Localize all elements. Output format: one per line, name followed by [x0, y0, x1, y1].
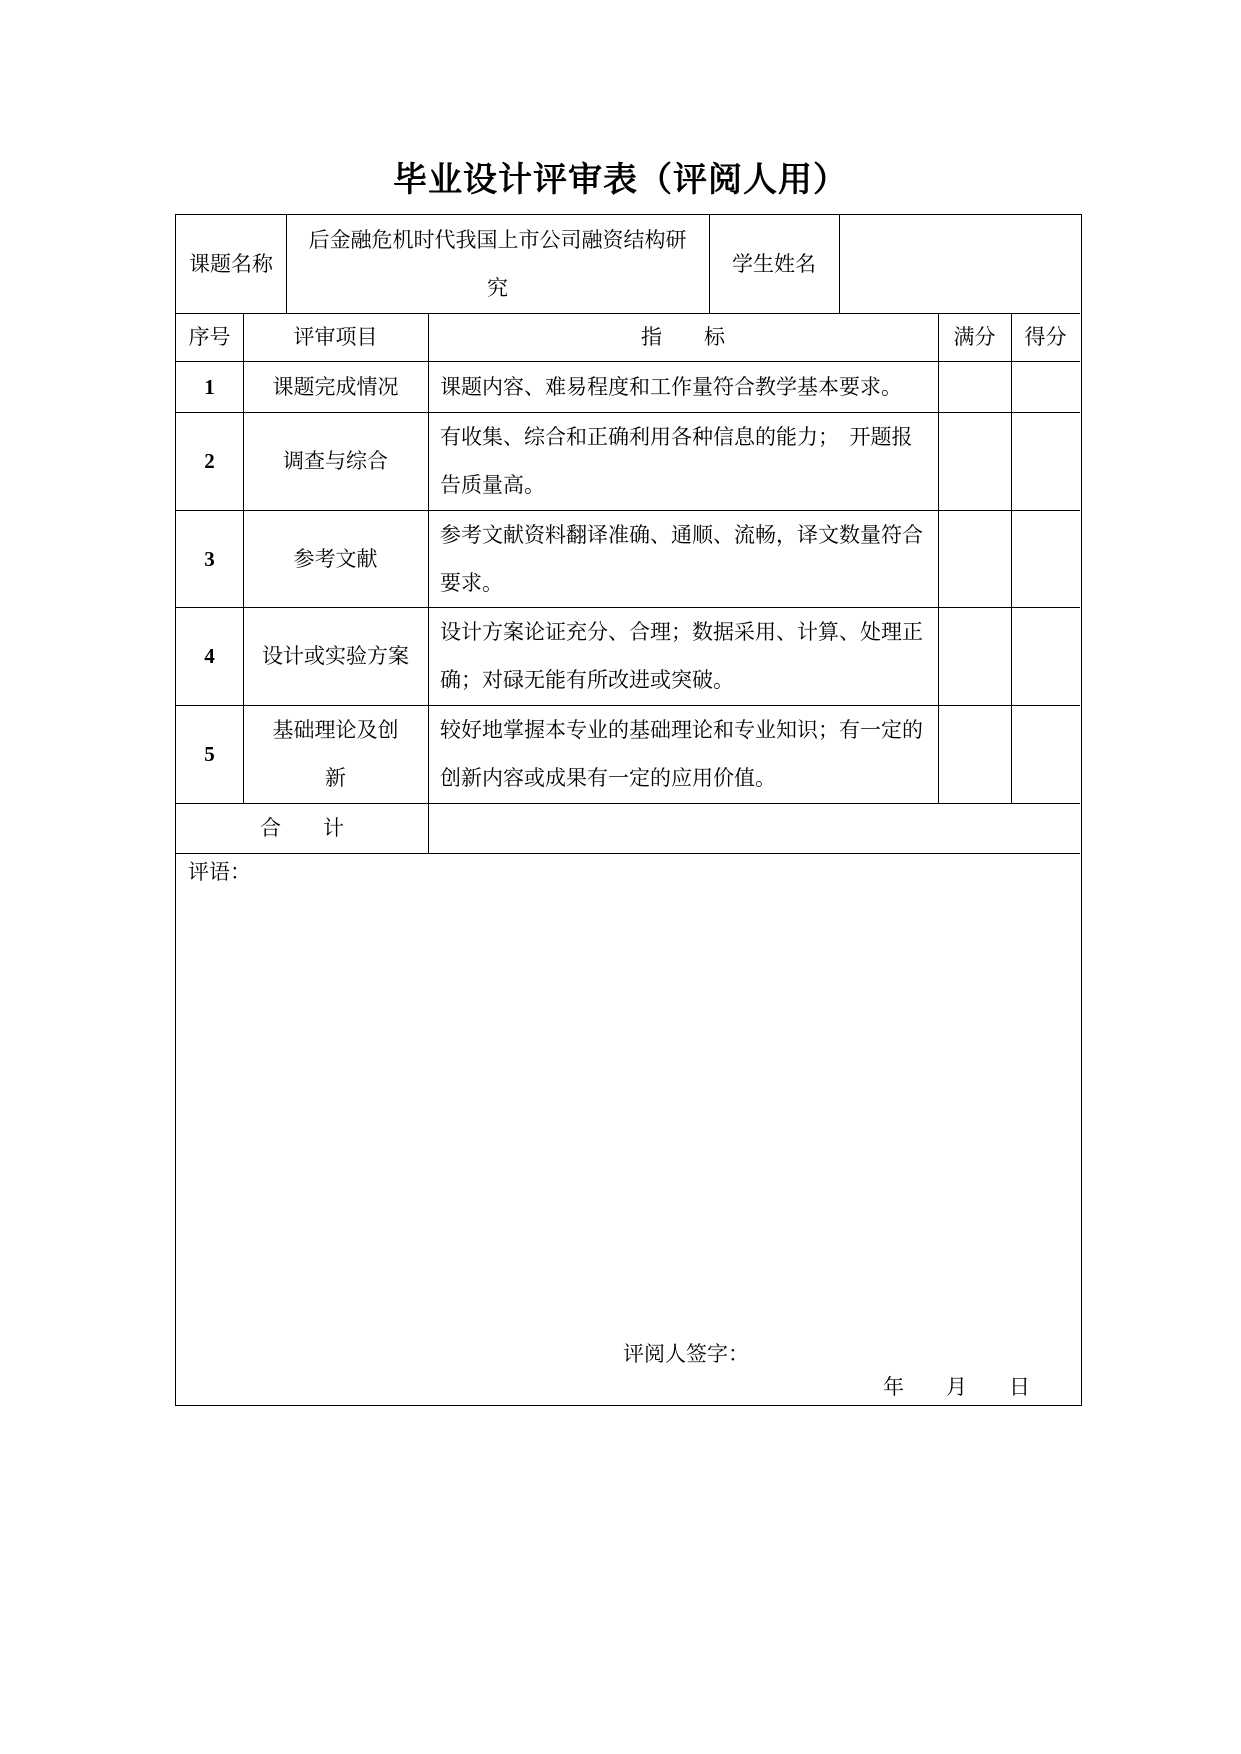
header-full-score: 满分 [953, 325, 996, 349]
row-4-item: 设计或实验方案 [262, 644, 409, 668]
row-2-full-score[interactable] [938, 412, 1011, 510]
row-5-no: 5 [204, 742, 215, 766]
row-5-indicator: 较好地掌握本专业的基础理论和专业知识；有一定的创新内容或成果有一定的应用价值。 [440, 718, 923, 790]
total-value[interactable] [428, 803, 1080, 853]
signature-label: 评阅人签字： [623, 1342, 749, 1366]
row-5-score[interactable] [1011, 705, 1080, 803]
row-4-full-score[interactable] [938, 607, 1011, 705]
row-5-item: 基础理论及创新 [272, 718, 399, 790]
row-2-no: 2 [204, 449, 215, 473]
student-name-value[interactable] [839, 215, 1080, 313]
topic-value: 后金融危机时代我国上市公司融资结构研究 [308, 228, 687, 300]
comment-label: 评语： [188, 860, 251, 884]
student-name-label: 学生姓名 [732, 252, 816, 276]
row-1-item: 课题完成情况 [272, 374, 399, 399]
row-1-indicator: 课题内容、难易程度和工作量符合教学基本要求。 [440, 374, 902, 399]
row-1-no: 1 [204, 374, 215, 399]
row-3-full-score[interactable] [938, 510, 1011, 607]
row-3-item: 参考文献 [293, 546, 378, 571]
row-4-no: 4 [204, 644, 215, 668]
review-form-table [175, 214, 1082, 1406]
row-4-indicator: 设计方案论证充分、合理；数据采用、计算、处理正确；对碌无能有所改进或突破。 [440, 620, 923, 692]
row-2-item: 调查与综合 [283, 449, 388, 473]
comment-area[interactable] [176, 855, 1080, 1405]
topic-label: 课题名称 [189, 252, 273, 276]
row-2-score[interactable] [1011, 412, 1080, 510]
row-3-indicator: 参考文献资料翻译准确、通顺、流畅，译文数量符合要求。 [440, 522, 923, 595]
row-4-score[interactable] [1011, 607, 1080, 705]
header-score: 得分 [1024, 325, 1067, 349]
total-label: 合 计 [260, 816, 344, 840]
row-5-full-score[interactable] [938, 705, 1011, 803]
header-no: 序号 [188, 325, 231, 349]
row-2-indicator: 有收集、综合和正确利用各种信息的能力； 开题报告质量高。 [440, 425, 913, 497]
page-title: 毕业设计评审表（评阅人用） [393, 160, 848, 200]
header-item: 评审项目 [293, 325, 378, 349]
date-label: 年 月 日 [883, 1375, 1030, 1399]
header-indicator: 指 标 [641, 325, 725, 349]
row-3-no: 3 [204, 546, 215, 571]
row-1-full-score[interactable] [938, 361, 1011, 412]
row-1-score[interactable] [1011, 361, 1080, 412]
row-3-score[interactable] [1011, 510, 1080, 607]
